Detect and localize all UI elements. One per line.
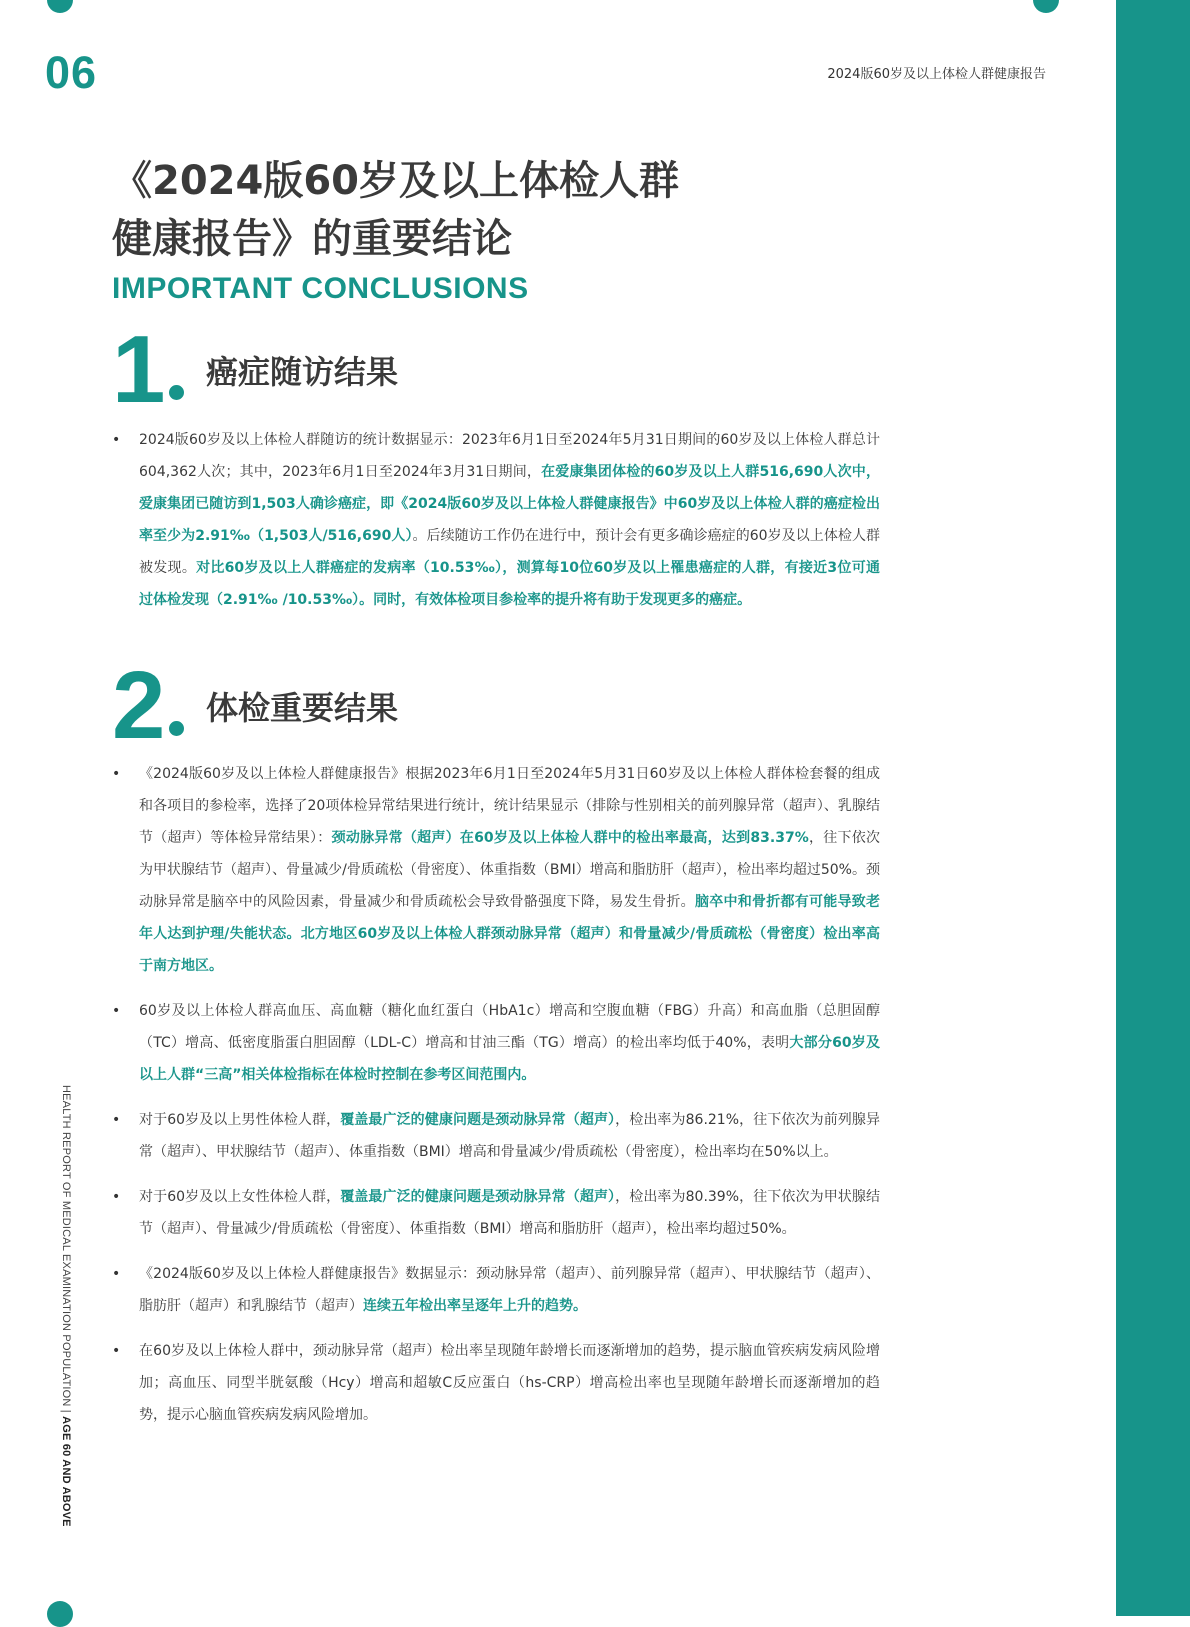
title-zh-line2: 健康报告》的重要结论	[112, 216, 512, 262]
section-1-list	[112, 424, 880, 629]
list-item	[112, 995, 880, 1091]
page-number: 06	[45, 47, 98, 98]
running-header: 2024版60岁及以上体检人群健康报告	[827, 67, 1046, 82]
sidebar-divider: |	[60, 1409, 72, 1413]
section-2-dot	[169, 721, 184, 736]
highlight-text: 在爱康集团体检的60岁及以上人群516,690人次中，爱康集团已随访到1,503人确诊癌症，即《2024版60岁及以上体检人群健康报告》中60岁及以上体检人群的癌症检出率至少为2.91‰（1,503人/516,690人）	[139, 464, 881, 544]
right-color-band	[1116, 0, 1190, 1616]
section-1-heading	[112, 316, 872, 423]
list-item	[112, 1181, 880, 1245]
text: 。后续随访工作仍在进行中，预计会有更多确诊癌症的60岁及以上体检人群被发现。	[139, 528, 880, 576]
list-item	[112, 1104, 880, 1168]
text: ，检出率为86.21%，往下依次为前列腺异常（超声）、甲状腺结节（超声）、体重指数（BMI）增高和骨量减少/骨质疏松（骨密度），检出率均在50%以上。	[139, 1112, 880, 1160]
text: 对于60岁及以上女性体检人群，	[139, 1189, 341, 1205]
text: 在60岁及以上体检人群中，颈动脉异常（超声）检出率呈现随年龄增长而逐渐增加的趋势，提示脑血管疾病发病风险增加；高血压、同型半胱氨酸（Hcy）增高和超敏C反应蛋白（hs-CRP）增高检出率也呈现随年龄增长而逐渐增加的趋势，提示心脑血管疾病发病风险增加。	[139, 1343, 880, 1423]
section-2-list	[112, 758, 880, 1444]
highlight-text: 颈动脉异常（超声）在60岁及以上体检人群中的检出率最高，达到83.37%	[331, 830, 809, 846]
highlight-text: 覆盖最广泛的健康问题是颈动脉异常（超声）	[340, 1112, 616, 1128]
decor-dot-bottom-left	[47, 1601, 73, 1627]
page-title	[112, 152, 872, 306]
section-1-number: 1	[112, 316, 164, 423]
text: 2024版60岁及以上体检人群随访的统计数据显示：2023年6月1日至2024年5月31日期间的60岁及以上体检人群总计604,362人次；其中，2023年6月1日至2024年3月31日期间，	[139, 432, 880, 480]
section-2-heading	[112, 652, 872, 759]
vertical-sidebar-label	[60, 1085, 72, 1527]
sidebar-text: HEALTH REPORT OF MEDICAL EXAMINATION POPULATION	[60, 1085, 72, 1407]
title-zh-line1: 《2024版60岁及以上体检人群	[112, 158, 679, 204]
highlight-text: 覆盖最广泛的健康问题是颈动脉异常（超声）	[340, 1189, 616, 1205]
section-2-number: 2	[112, 652, 164, 759]
highlight-text: 对比60岁及以上人群癌症的发病率（10.53‰），测算每10位60岁及以上罹患癌症的人群，有接近3位可通过体检发现（2.91‰ /10.53‰）。同时，有效体检项目参检率的提升将有助于发现更多的癌症。	[139, 560, 880, 608]
text: 《2024版60岁及以上体检人群健康报告》数据显示：颈动脉异常（超声）、前列腺异常（超声）、甲状腺结节（超声）、脂肪肝（超声）和乳腺结节（超声）	[139, 1266, 880, 1314]
decor-dot-top-right	[1033, 0, 1059, 13]
text: ，往下依次为甲状腺结节（超声）、骨量减少/骨质疏松（骨密度）、体重指数（BMI）增高和脂肪肝（超声），检出率均超过50%。颈动脉异常是脑卒中的风险因素，骨量减少和骨质疏松会导致骨骼强度下降，易发生骨折。	[139, 830, 881, 910]
list-item	[112, 1258, 880, 1322]
sidebar-bold-text: AGE 60 AND ABOVE	[60, 1416, 72, 1527]
list-item	[112, 1335, 880, 1431]
section-1-title: 癌症随访结果	[206, 353, 399, 391]
title-en: IMPORTANT CONCLUSIONS	[112, 272, 529, 305]
text: ，检出率为80.39%，往下依次为甲状腺结节（超声）、骨量减少/骨质疏松（骨密度）、体重指数（BMI）增高和脂肪肝（超声），检出率均超过50%。	[139, 1189, 880, 1237]
text: 《2024版60岁及以上体检人群健康报告》根据2023年6月1日至2024年5月31日60岁及以上体检人群体检套餐的组成和各项目的参检率，选择了20项体检异常结果进行统计，统计结果显示（排除与性别相关的前列腺异常（超声）、乳腺结节（超声）等体检异常结果）：	[139, 766, 880, 846]
section-2-title: 体检重要结果	[206, 689, 399, 727]
highlight-text: 大部分60岁及以上人群“三高”相关体检指标在体检时控制在参考区间范围内。	[139, 1035, 881, 1083]
list-item	[112, 758, 880, 982]
highlight-text: 连续五年检出率呈逐年上升的趋势。	[363, 1298, 587, 1314]
text: 60岁及以上体检人群高血压、高血糖（糖化血红蛋白（HbA1c）增高和空腹血糖（FBG）升高）和高血脂（总胆固醇（TC）增高、低密度脂蛋白胆固醇（LDL-C）增高和甘油三酯（TG）增高）的检出率均低于40%，表明	[139, 1003, 880, 1051]
list-item	[112, 424, 880, 616]
highlight-text: 脑卒中和骨折都有可能导致老年人达到护理/失能状态。北方地区60岁及以上体检人群颈动脉异常（超声）和骨量减少/骨质疏松（骨密度）检出率高于南方地区。	[139, 894, 881, 974]
decor-dot-top-left	[47, 0, 73, 13]
text: 对于60岁及以上男性体检人群，	[139, 1112, 341, 1128]
section-1-dot	[169, 385, 184, 400]
title-zh	[112, 152, 872, 268]
